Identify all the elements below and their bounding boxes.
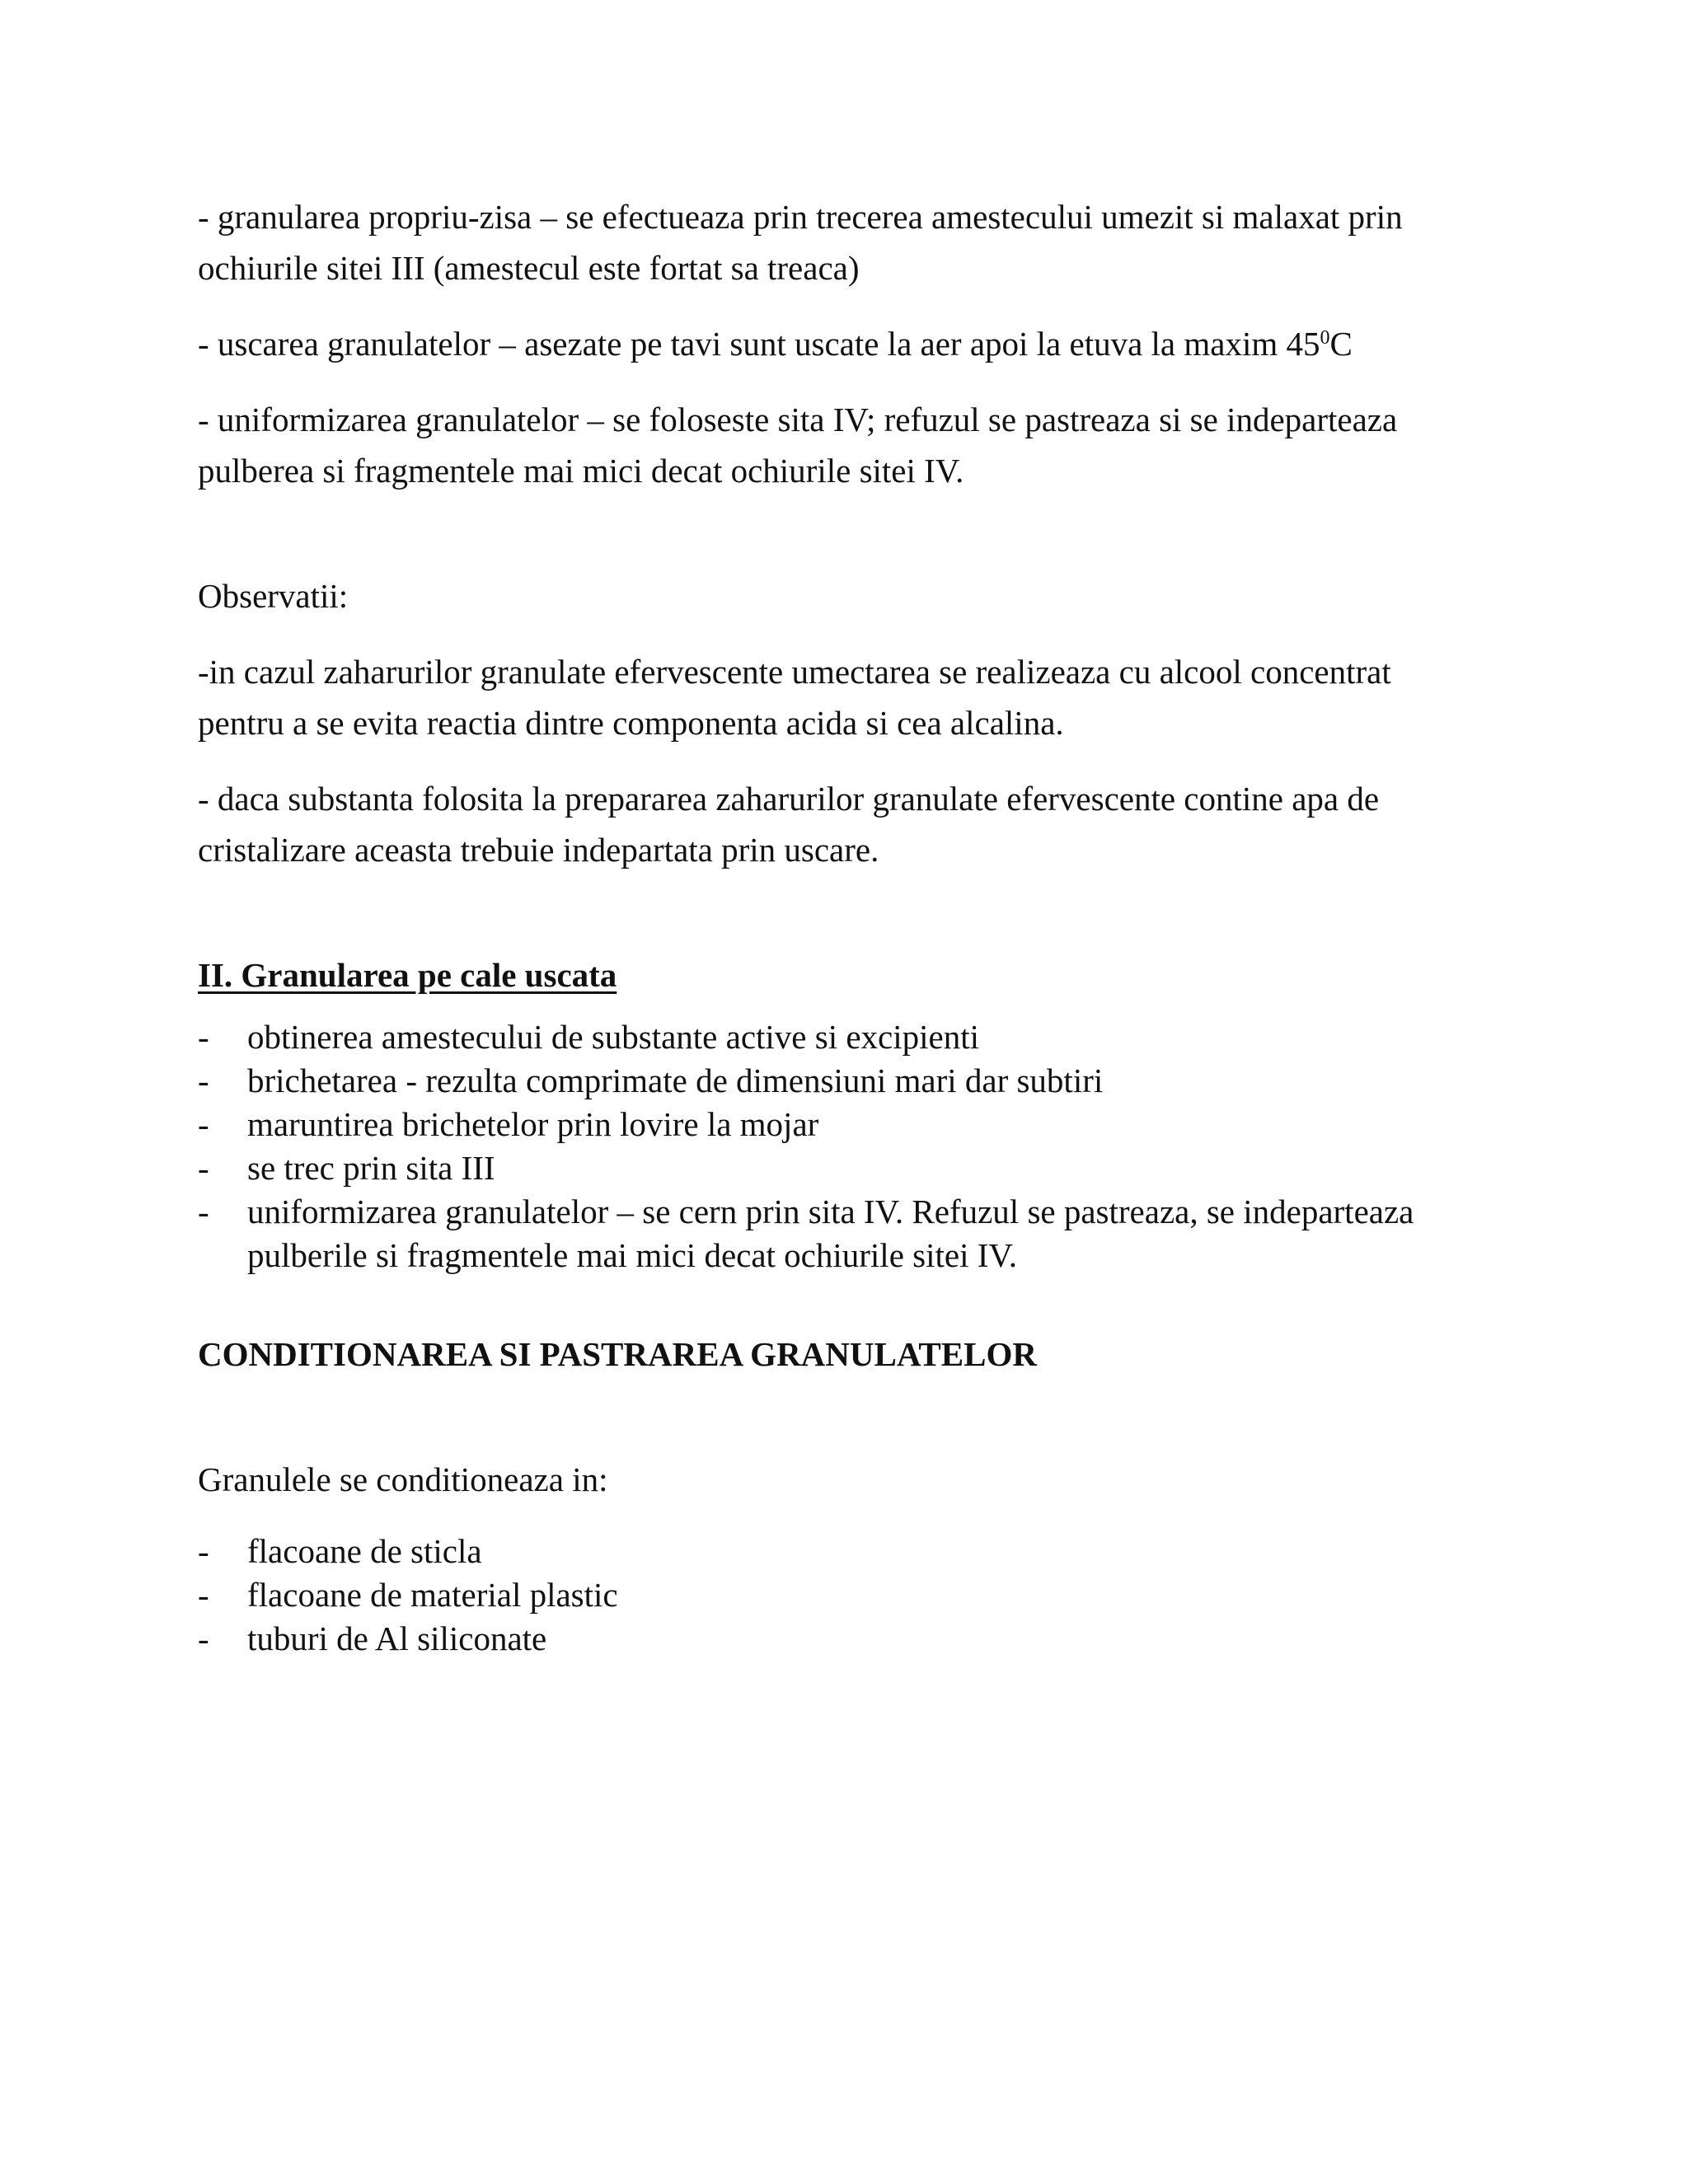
conditionare-intro: Granulele se conditioneaza in: <box>198 1460 608 1498</box>
list-item-text: maruntirea brichetelor prin lovire la mojar <box>247 1105 819 1143</box>
list-item <box>198 1617 1467 1661</box>
spacer <box>198 496 1467 570</box>
dash-bullet: - <box>198 1018 209 1056</box>
dry-granulation-steps-list <box>198 1015 1467 1277</box>
paragraph-uscarea-text: - uscarea granulatelor – asezate pe tavi sunt uscate la aer apoi la etuva la maxim 45 <box>198 325 1320 363</box>
list-item-text: flacoane de material plastic <box>247 1576 618 1614</box>
spacer <box>198 1380 1467 1454</box>
document-page <box>198 191 1467 1661</box>
dash-bullet: - <box>198 1576 209 1614</box>
list-item-text: uniformizarea granulatelor – se cern prin sita IV. Refuzul se pastreaza, se indeparteaza pulberile si fragmentele mai mici decat ochiurile sitei IV. <box>247 1193 1414 1274</box>
temperature-unit: C <box>1329 325 1353 363</box>
spacer <box>198 1277 1467 1329</box>
list-item <box>198 1190 1467 1277</box>
list-item-text: brichetarea - rezulta comprimate de dimensiuni mari dar subtiri <box>247 1062 1104 1099</box>
observation-apa-cristalizare: - daca substanta folosita la prepararea zaharurilor granulate efervescente contine apa de cristalizare aceasta trebuie indepartata prin uscare. <box>198 780 1380 869</box>
dash-bullet: - <box>198 1105 209 1143</box>
dash-bullet: - <box>198 1149 209 1187</box>
spacer <box>198 875 1467 949</box>
dash-bullet: - <box>198 1193 209 1230</box>
list-item <box>198 1530 1467 1573</box>
dash-bullet: - <box>198 1062 209 1099</box>
list-item <box>198 1573 1467 1617</box>
paragraph-uniformizarea-granulatelor: - uniformizarea granulatelor – se foloseste sita IV; refuzul se pastreaza si se indeparteaza pulberea si fragmentele mai mici decat ochiurile sitei IV. <box>198 401 1398 490</box>
dash-bullet: - <box>198 1619 209 1657</box>
degree-superscript: 0 <box>1320 327 1330 349</box>
list-item-text: obtinerea amestecului de substante active si excipienti <box>247 1018 980 1056</box>
list-item <box>198 1015 1467 1059</box>
observation-alcool: -in cazul zaharurilor granulate efervescente umectarea se realizeaza cu alcool concentrat pentru a se evita reactia dintre componenta acida si cea alcalina. <box>198 653 1391 742</box>
dash-bullet: - <box>198 1532 209 1570</box>
paragraph-uscarea-granulatelor <box>198 318 1467 369</box>
list-item-text: flacoane de sticla <box>247 1532 482 1570</box>
section-title-conditionarea: CONDITIONAREA SI PASTRAREA GRANULATELOR <box>198 1335 1037 1373</box>
observatii-label: Observatii: <box>198 577 349 615</box>
paragraph-granularea-propriu-zisa: - granularea propriu-zisa – se efectueaza prin trecerea amestecului umezit si malaxat prin ochiurile sitei III (amestecul este fortat sa treaca) <box>198 198 1403 287</box>
packaging-list <box>198 1530 1467 1661</box>
list-item <box>198 1059 1467 1103</box>
list-item <box>198 1146 1467 1190</box>
list-item-text: se trec prin sita III <box>247 1149 495 1187</box>
section-title-granularea-uscata: II. Granularea pe cale uscata <box>198 956 617 994</box>
list-item-text: tuburi de Al siliconate <box>247 1619 547 1657</box>
list-item <box>198 1103 1467 1146</box>
